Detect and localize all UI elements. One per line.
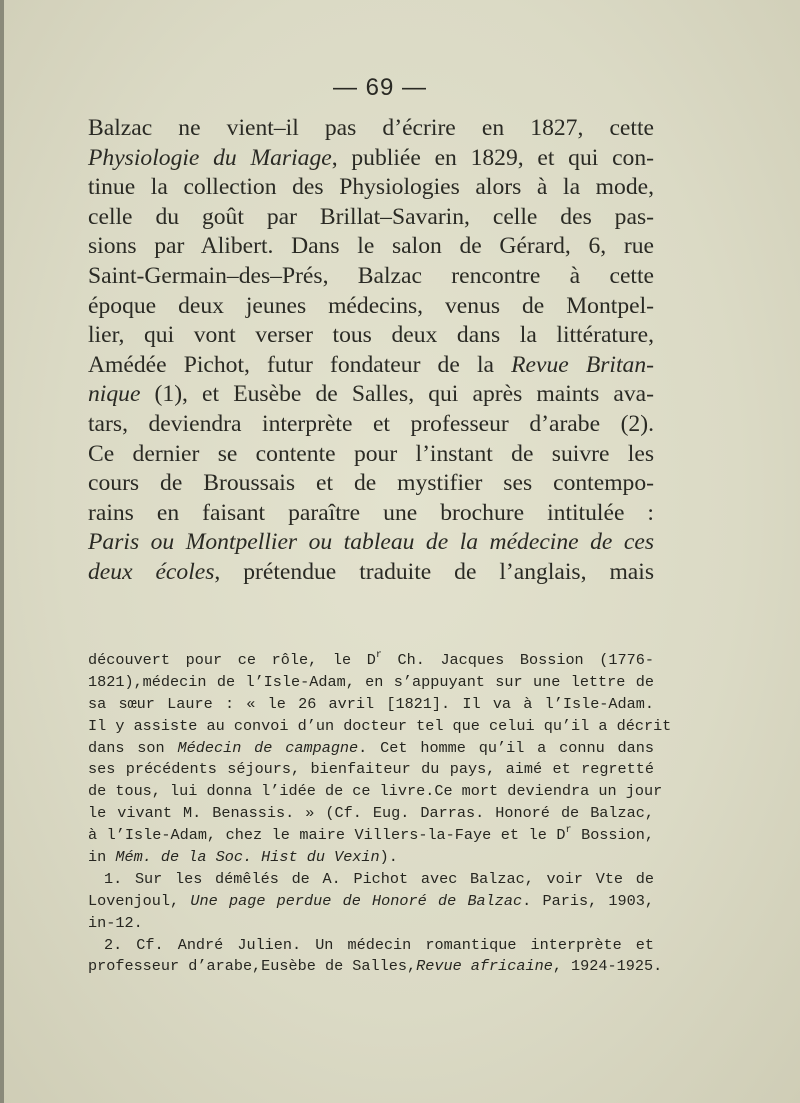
text-segment: , publiée en 1829, et qui con- xyxy=(331,144,654,171)
superscript: r xyxy=(565,825,572,837)
text-line xyxy=(88,499,654,529)
text-segment: Lovenjoul, xyxy=(88,891,191,910)
text-segment: , 1924-1925. xyxy=(552,957,663,976)
text-line xyxy=(88,114,654,144)
footnote-line xyxy=(88,847,654,869)
page-edge xyxy=(0,0,4,1103)
text-segment: sions par Alibert. Dans le salon de Gérard, 6, rue xyxy=(88,233,654,260)
italic-text: Mém. de la Soc. Hist du Vexin xyxy=(115,848,380,867)
text-segment: Bossion, xyxy=(571,826,654,845)
italic-text: Médecin de campagne xyxy=(177,738,359,757)
footnote-line xyxy=(88,803,654,825)
text-segment: tars, deviendra interprète et professeur d’arabe (2). xyxy=(88,410,654,437)
footnote-line xyxy=(88,738,654,760)
text-segment: Balzac ne vient–il pas d’écrire en 1827, cette xyxy=(88,115,654,141)
text-line xyxy=(88,292,654,322)
text-segment: cours de Broussais et de mystifier ses contempo- xyxy=(88,470,654,497)
text-segment: rains en faisant paraître une brochure intitulée : xyxy=(88,499,654,526)
page-number: — 69 — xyxy=(332,74,428,101)
main-text xyxy=(88,114,654,588)
text-line xyxy=(88,144,654,174)
text-segment: tinue la collection des Physiologies alors à la mode, xyxy=(88,174,654,201)
text-line xyxy=(88,203,654,233)
text-segment: à l’Isle-Adam, chez le maire Villers-la-Faye et le D xyxy=(88,826,566,845)
text-line xyxy=(88,380,654,410)
text-line xyxy=(88,528,654,558)
superscript: r xyxy=(375,650,382,661)
footnote-line xyxy=(88,956,663,978)
footnote-line xyxy=(88,759,654,781)
footnote-line xyxy=(88,716,672,738)
italic-text: Une page perdue de Honoré de Balzac xyxy=(190,891,523,910)
text-segment: ses précédents séjours, bienfaiteur du pays, aimé et regretté xyxy=(88,760,654,779)
text-segment: in xyxy=(88,848,116,867)
text-segment: (1), et Eusèbe de Salles, qui après maints ava- xyxy=(140,381,654,408)
text-segment: ). xyxy=(379,848,398,867)
text-line xyxy=(88,351,654,381)
text-line xyxy=(88,173,654,203)
text-segment: , prétendue traduite de l’anglais, mais xyxy=(214,558,655,585)
footnote-line xyxy=(88,781,663,803)
text-segment: Amédée Pichot, futur fondateur de la xyxy=(88,351,512,378)
text-segment: dans son xyxy=(88,738,178,757)
text-segment: . Paris, 1903, xyxy=(522,891,654,910)
text-line xyxy=(88,469,654,499)
text-line xyxy=(88,321,654,351)
text-line xyxy=(88,440,654,470)
footnote-line xyxy=(88,913,654,935)
text-segment: 2. Cf. André Julien. Un médecin romantique interprète et xyxy=(104,935,654,954)
text-line xyxy=(88,558,654,588)
italic-text: Revue africaine xyxy=(416,957,553,976)
text-segment: époque deux jeunes médecins, venus de Montpel- xyxy=(88,292,654,319)
text-segment: de tous, lui donna l’idée de ce livre.Ce mort deviendra un jour xyxy=(88,782,663,801)
text-segment: Il y assiste au convoi d’un docteur tel que celui qu’il a décrit xyxy=(88,716,672,735)
italic-text: Paris ou Montpellier ou tableau de la médecine de ces xyxy=(88,529,654,556)
text-segment: 1821),médecin de l’Isle-Adam, en s’appuyant sur une lettre de xyxy=(88,672,654,691)
text-segment: découvert pour ce rôle, le D xyxy=(88,651,376,669)
italic-text: deux écoles xyxy=(88,558,215,585)
footnote-line xyxy=(88,935,654,957)
footnote-line xyxy=(88,672,654,694)
footnote-line xyxy=(88,650,654,672)
italic-text: nique xyxy=(88,381,141,408)
footnotes xyxy=(88,650,672,978)
text-segment: celle du goût par Brillat–Savarin, celle des pas- xyxy=(88,203,654,230)
text-segment: Ch. Jacques Bossion (1776- xyxy=(381,651,654,669)
italic-text: Revue Britan- xyxy=(511,351,654,378)
text-line xyxy=(88,410,654,440)
text-segment: in-12. xyxy=(88,913,143,932)
text-segment: Ce dernier se contente pour l’instant de suivre les xyxy=(88,440,654,467)
text-segment: sa sœur Laure : « le 26 avril [1821]. Il va à l’Isle-Adam. xyxy=(88,694,654,713)
text-segment: le vivant M. Benassis. » (Cf. Eug. Darras. Honoré de Balzac, xyxy=(88,804,654,823)
text-segment: 1. Sur les démêlés de A. Pichot avec Balzac, voir Vte de xyxy=(104,869,654,888)
footnote-line xyxy=(88,891,654,913)
italic-text: Physiologie du Mariage xyxy=(88,144,332,171)
text-segment: . Cet homme qu’il a connu dans xyxy=(358,738,655,757)
text-segment: professeur d’arabe,Eusèbe de Salles, xyxy=(88,957,417,976)
footnote-line xyxy=(88,825,654,847)
text-segment: Saint-Germain–des–Prés, Balzac rencontre à cette xyxy=(88,262,654,289)
text-line xyxy=(88,232,654,262)
footnote-line xyxy=(88,694,654,716)
footnote-line xyxy=(88,869,654,891)
text-segment: lier, qui vont verser tous deux dans la littérature, xyxy=(88,322,654,349)
text-line xyxy=(88,262,654,292)
